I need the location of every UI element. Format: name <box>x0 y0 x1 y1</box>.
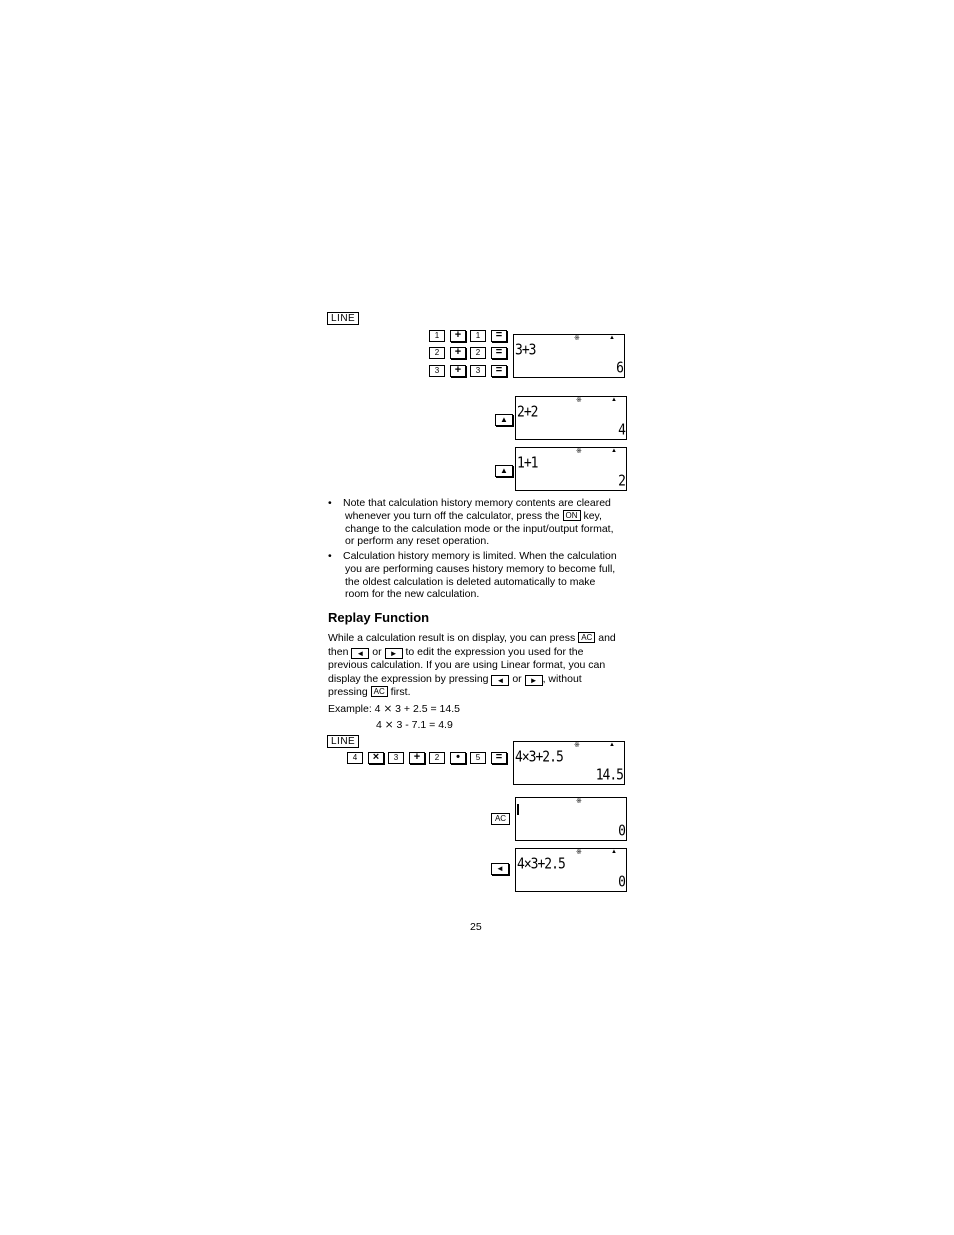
indicator-icon: ※ <box>576 849 582 856</box>
key-equals: = <box>491 365 507 377</box>
section-heading: Replay Function <box>328 610 430 625</box>
key-right-arrow: ► <box>385 648 403 659</box>
display-expression: 1+1 <box>517 455 538 473</box>
key-up-arrow: ▲ <box>495 465 513 477</box>
key-3: 3 <box>429 365 445 377</box>
note-text <box>343 497 633 548</box>
note-line: the oldest calculation is deleted automatically to make <box>345 575 596 588</box>
calculator-display <box>513 741 625 785</box>
note-line: Calculation history memory is limited. When the calculation <box>343 550 617 562</box>
note-line: Note that calculation history memory contents are cleared <box>343 497 611 509</box>
up-indicator-icon: ▲ <box>611 849 617 855</box>
calculator-display <box>515 447 627 491</box>
indicator-icon: ※ <box>574 335 580 342</box>
display-expression: 2+2 <box>517 404 538 422</box>
display-result: 14.5 <box>595 766 623 784</box>
up-indicator-icon: ▲ <box>609 335 615 341</box>
key-1: 1 <box>429 330 445 342</box>
indicator-icon: ※ <box>576 448 582 455</box>
key-1: 1 <box>470 330 486 342</box>
key-2: 2 <box>429 752 445 764</box>
note-line: whenever you turn off the calculator, press the ON key, <box>345 509 602 522</box>
key-equals: = <box>491 752 507 764</box>
key-left-arrow: ◄ <box>491 863 509 875</box>
calculator-display <box>515 797 627 841</box>
key-4: 4 <box>347 752 363 764</box>
indicator-icon: ※ <box>576 397 582 404</box>
note-text <box>343 550 633 601</box>
key-ac: AC <box>491 813 510 825</box>
key-5: 5 <box>470 752 486 764</box>
calculator-display <box>513 334 625 378</box>
display-expression: 4×3+2.5 <box>515 749 563 767</box>
key-ac: AC <box>578 632 595 643</box>
display-expression: 4×3+2.5 <box>517 856 565 874</box>
display-result: 0 <box>618 822 625 840</box>
example-line2: 4 ⨯ 3 - 7.1 = 4.9 <box>376 719 453 731</box>
indicator-icon: ※ <box>574 742 580 749</box>
indicator-icon: ※ <box>576 798 582 805</box>
note-line: change to the calculation mode or the input/output format, <box>345 522 614 535</box>
page-number: 25 <box>470 921 482 933</box>
key-plus: + <box>450 347 466 359</box>
key-2: 2 <box>470 347 486 359</box>
mode-indicator-line: LINE <box>327 735 359 748</box>
example-label: Example: 4 ⨯ 3 + 2.5 = 14.5 <box>328 703 460 715</box>
calculator-display <box>515 848 627 892</box>
key-3: 3 <box>388 752 404 764</box>
key-up-arrow: ▲ <box>495 414 513 426</box>
note-line: you are performing causes history memory to become full, <box>345 562 616 575</box>
key-on: ON <box>563 510 581 521</box>
cursor <box>517 804 519 815</box>
key-ac: AC <box>371 686 388 697</box>
key-right-arrow: ► <box>525 675 543 686</box>
bullet-marker: • <box>328 550 332 562</box>
display-result: 6 <box>616 359 623 377</box>
key-left-arrow: ◄ <box>351 648 369 659</box>
up-indicator-icon: ▲ <box>609 742 615 748</box>
key-equals: = <box>491 330 507 342</box>
key-equals: = <box>491 347 507 359</box>
bullet-marker: • <box>328 497 332 509</box>
calculator-display <box>515 396 627 440</box>
display-result: 2 <box>618 472 625 490</box>
up-indicator-icon: ▲ <box>611 397 617 403</box>
key-left-arrow: ◄ <box>491 675 509 686</box>
key-multiply: × <box>368 752 384 764</box>
key-3: 3 <box>470 365 486 377</box>
display-expression: 3+3 <box>515 342 536 360</box>
note-line: or perform any reset operation. <box>345 535 490 548</box>
key-plus: + <box>450 330 466 342</box>
display-result: 0 <box>618 873 625 891</box>
key-2: 2 <box>429 347 445 359</box>
replay-paragraph: While a calculation result is on display, you can press AC and then ◄ or ► to edit the expression you used for the previous calculation. If you are using Linear format, you can display the expression by pressing ◄ or ► , without pressing AC first. <box>328 632 616 699</box>
key-plus: + <box>450 365 466 377</box>
note-line: room for the new calculation. <box>345 588 480 601</box>
display-result: 4 <box>618 421 625 439</box>
mode-indicator-line: LINE <box>327 312 359 325</box>
up-indicator-icon: ▲ <box>611 448 617 454</box>
key-decimal: • <box>450 752 466 764</box>
key-plus: + <box>409 752 425 764</box>
